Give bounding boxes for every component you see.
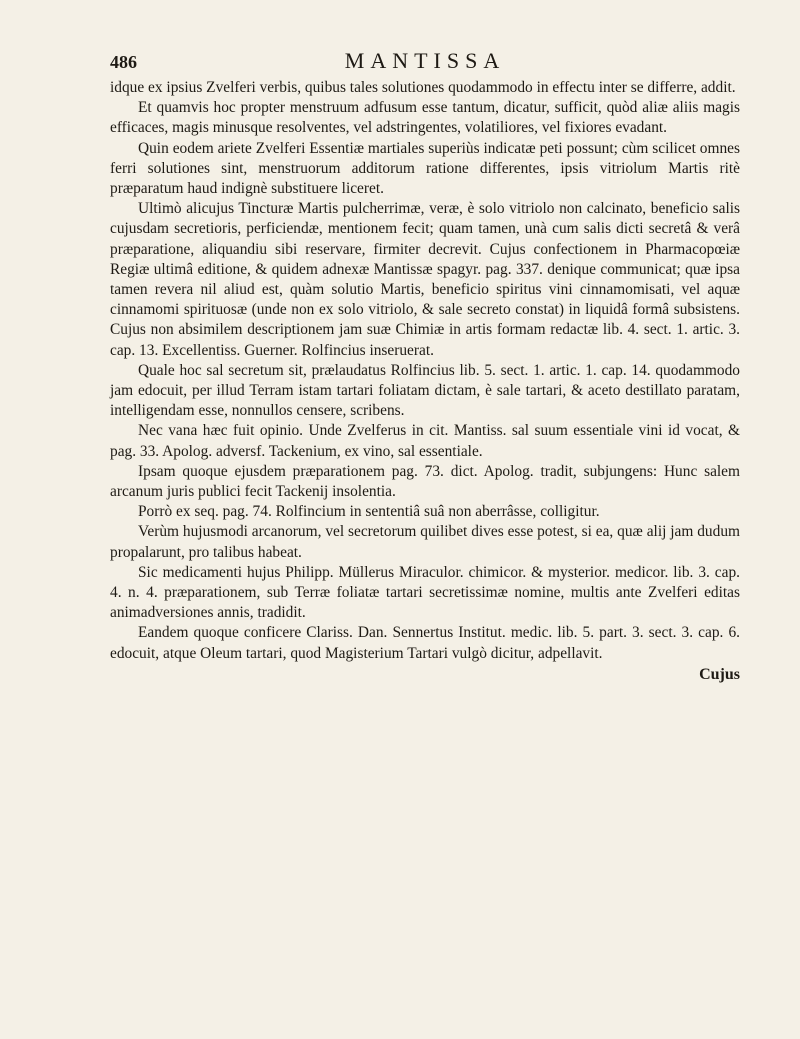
paragraph: Eandem quoque conficere Clariss. Dan. Sennertus Institut. medic. lib. 5. part. 3. sect. 3. cap. 6. edocuit, atque Oleum tartari, quod Magisterium Tartari vulgò dicitur, adpellavit. — [110, 624, 740, 662]
paragraph: Ipsam quoque ejusdem præparationem pag. 73. dict. Apolog. tradit, subjungens: Hunc salem arcanum juris publici fecit Tackenij insolentia. — [110, 462, 740, 501]
paragraph: Quin eodem ariete Zvelferi Essentiæ martiales superiùs indicatæ peti possunt; cùm scilicet omnes ferri solutiones sint, menstruorum additorum ratione differentes, ipsis vitriolum Martis ritè præparatum haud indignè substituere liceret. — [110, 139, 740, 198]
paragraph: Et quamvis hoc propter menstruum adfusum esse tantum, dicatur, sufficit, quòd aliæ aliis magis efficaces, magis minusque resolventes, vel adstringentes, volatiliores, vel fixiores evadant. — [110, 99, 740, 137]
paragraph: Ultimò alicujus Tincturæ Martis pulcherrimæ, veræ, è solo vitriolo non calcinato, beneficio salis cujusdam secretioris, perficiendæ, mentionem fecit; quam tamen, unà cum salis dicti secretâ & verâ præparatione, aliquandiu sibi reservare, firmiter decrevit. Cujus confectionem in Pharmacopœiæ Regiæ ultimâ editione, & quidem adnexæ Mantissæ spagyr. pag. 337. denique communicat; quæ ipsa tamen revera nil aliud est, quàm solutio Martis, beneficio spiritus vini cinnamomisati, vel aquæ cinnamomi spirituosæ (unde non ex solo vitriolo, & sale secreto constat) in liquidâ formâ subsistens. Cujus non absimilem descriptionem jam suæ Chimiæ in artis formam redactæ lib. 4. sect. 1. artic. 3. cap. 13. Excellentiss. Guerner. Rolfincius inseruerat. — [110, 200, 740, 359]
paragraph: Porrò ex seq. pag. 74. Rolfincium in sententiâ suâ non aberrâsse, colligitur. — [138, 503, 600, 521]
page-header — [110, 48, 740, 74]
paragraph: Nec vana hæc fuit opinio. Unde Zvelferus in cit. Mantiss. sal suum essentiale vini id vocat, & pag. 33. Apolog. adversf. Tackenium, ex vino, sal essentiale. — [110, 422, 740, 460]
body-text — [110, 78, 740, 664]
page-number: 486 — [110, 52, 137, 72]
paragraph: idque ex ipsius Zvelferi verbis, quibus tales solutiones quodammodo in effectu inter se differre, addit. — [110, 79, 736, 96]
running-head: MANTISSA — [344, 48, 506, 73]
paragraph: Sic medicamenti hujus Philipp. Müllerus Miraculor. chimicor. & mysterior. medicor. lib. 3. cap. 4. n. 4. præparationem, sub Terræ foliatæ tartari secretissimæ nomine, multis ante Zvelferi editas animadversiones annis, tradidit. — [110, 563, 740, 622]
paragraph: Quale hoc sal secretum sit, prælaudatus Rolfincius lib. 5. sect. 1. artic. 1. cap. 14. quodammodo jam edocuit, per illud Terram istam tartari foliatam dictam, è sale tartari, & aceto destillato paratam, intelligendam esse, nonnullos censere, scribens. — [110, 361, 740, 420]
catchword: Cujus — [699, 665, 740, 683]
paragraph: Verùm hujusmodi arcanorum, vel secretorum quilibet dives esse potest, si ea, quæ alij jam dudum propalarunt, pro talibus habeat. — [110, 523, 740, 561]
